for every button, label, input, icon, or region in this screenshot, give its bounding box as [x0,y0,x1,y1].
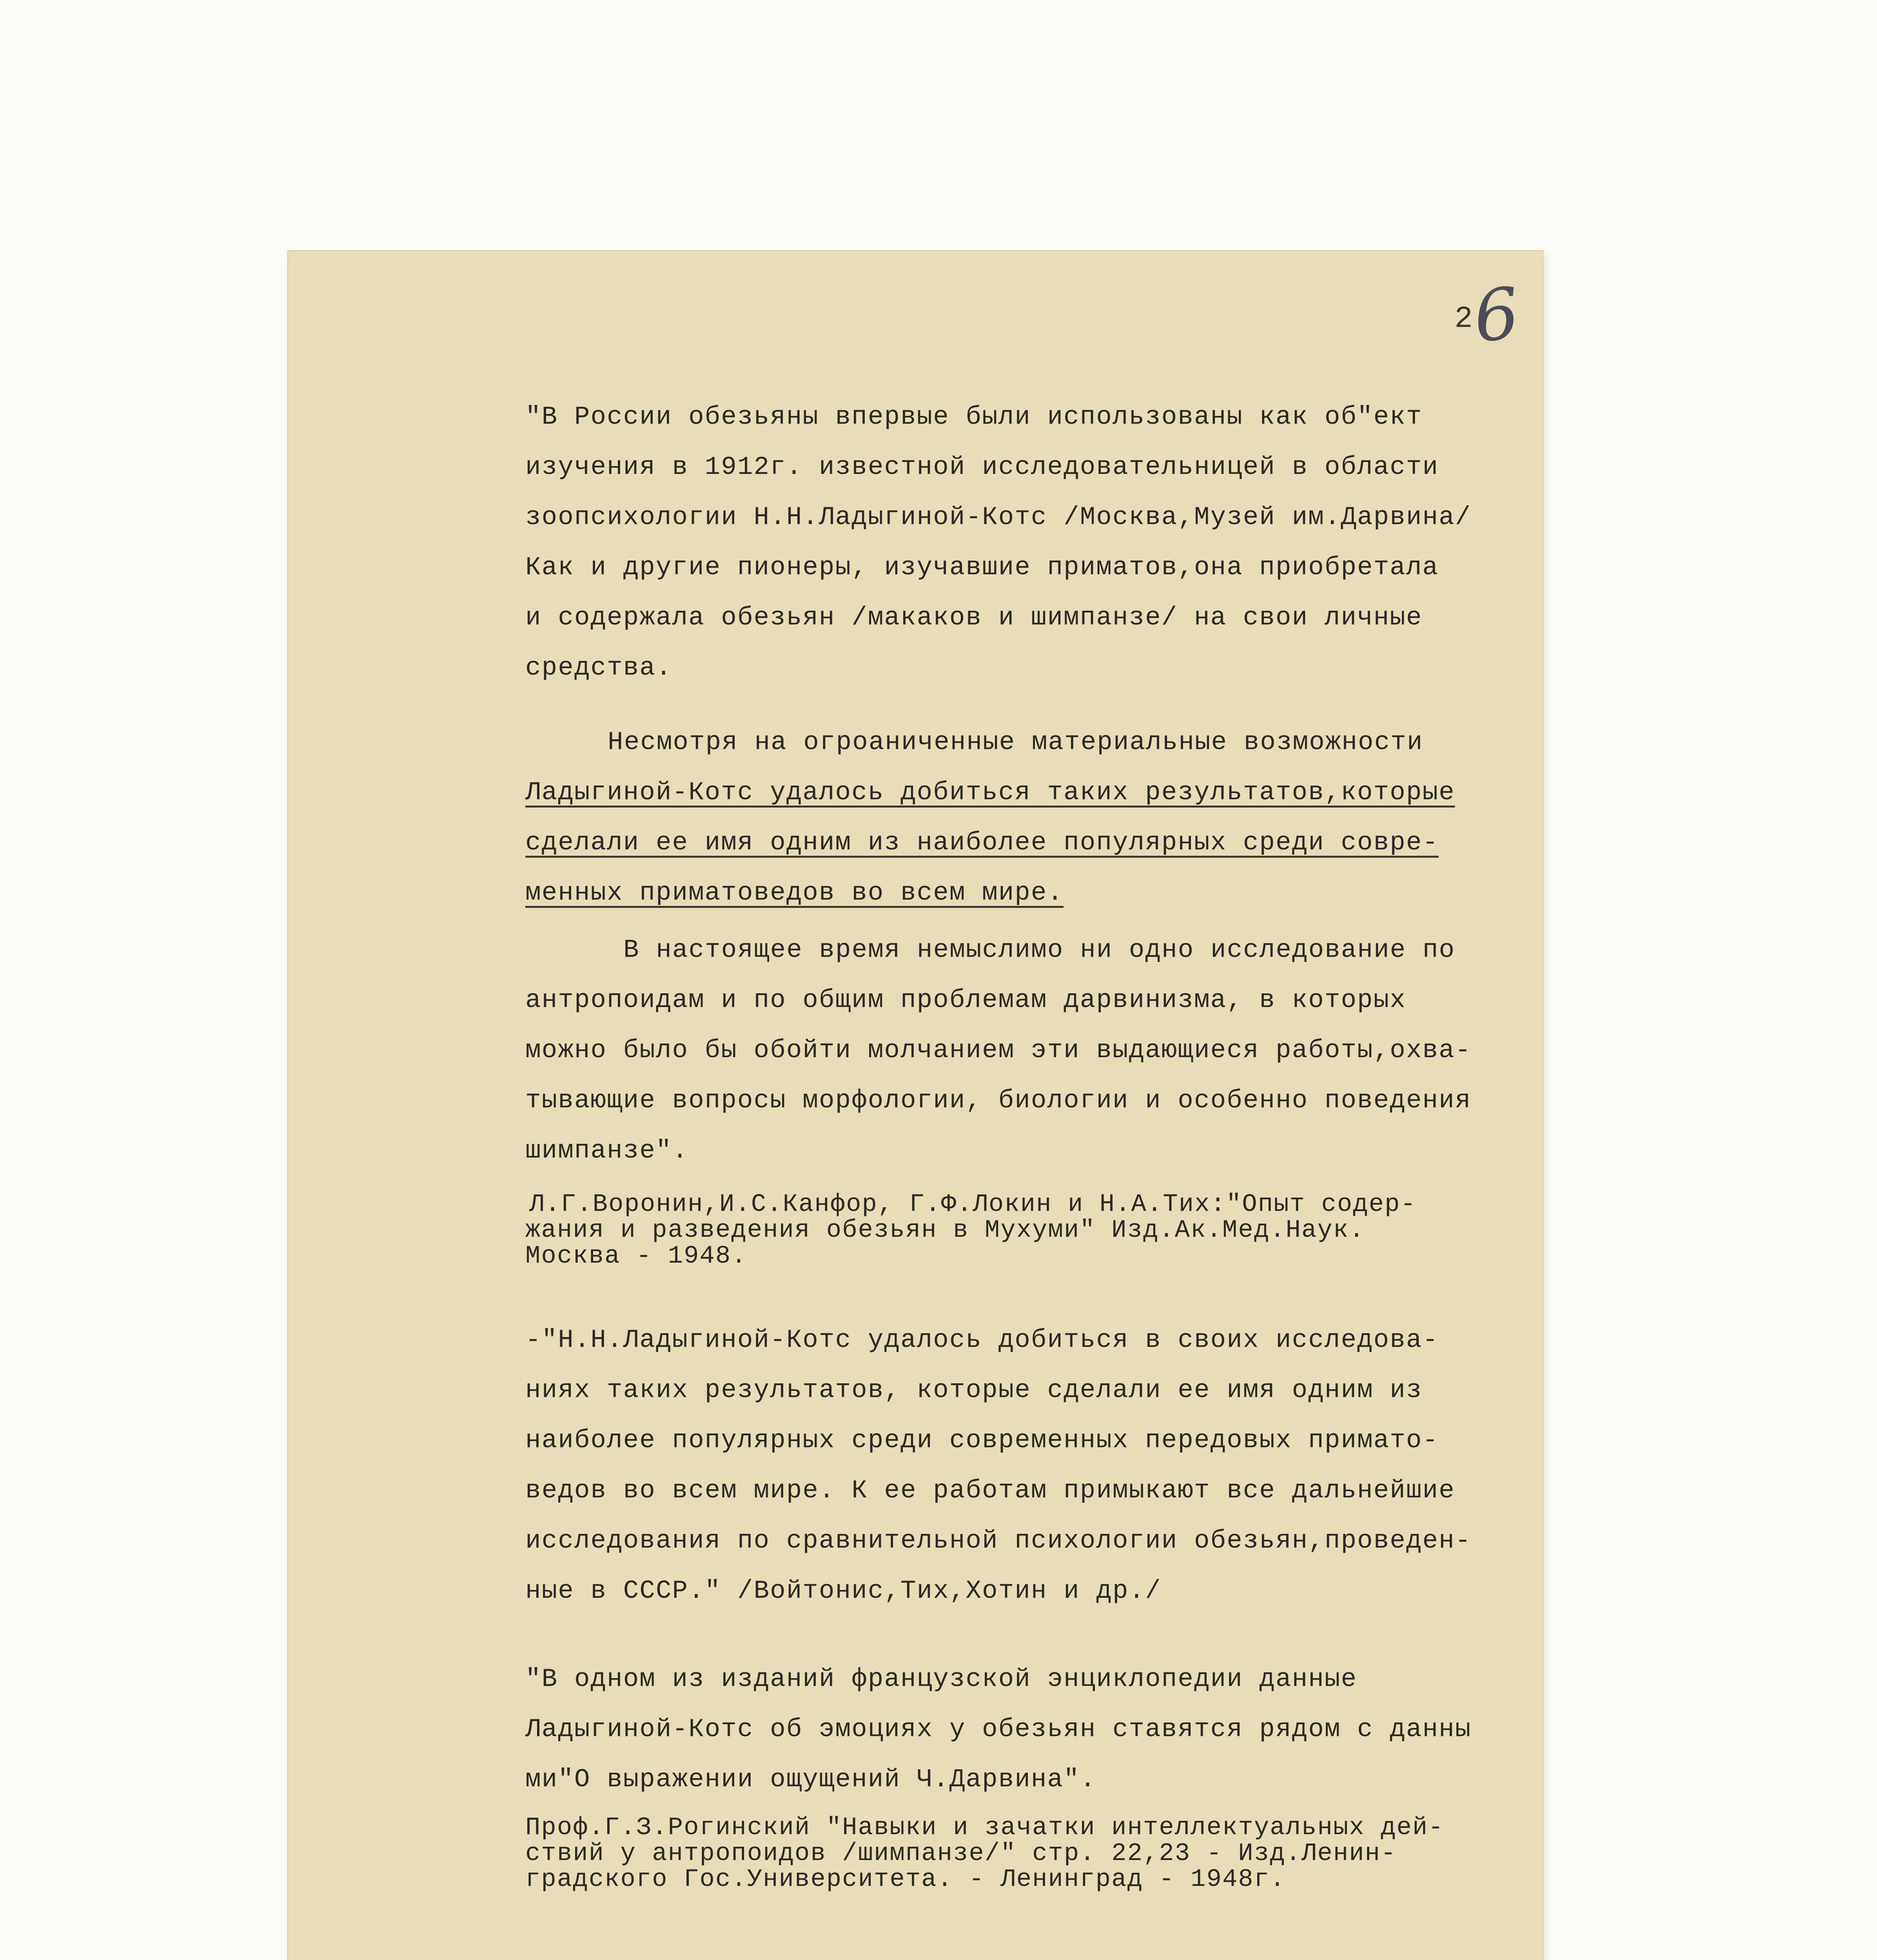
citation-line: жания и разведения обезьян в Мухуми" Изд.Ак.Мед.Наук. [525,1216,1365,1245]
paragraph-line: "В одном из изданий французской энциклопедии данные [525,1664,1357,1694]
paragraph-line: "В России обезьяны впервые были использованы как об"ект [525,402,1423,432]
citation-line: Проф.Г.З.Рогинский "Навыки и зачатки интеллектуальных дей- [525,1814,1444,1842]
paragraph-line: Как и другие пионеры, изучавшие приматов,она приобретала [525,553,1439,582]
paragraph-1 [525,392,1529,693]
paragraph-5 [525,1654,1529,1805]
citation-2 [525,1815,1529,1893]
paragraph-line: изучения в 1912г. известной исследовательницей в области [525,452,1439,482]
underlined-line: Ладыгиной-Котс удалось добиться таких результатов,которые [525,778,1455,807]
paragraph-3 [525,925,1529,1176]
citation-1 [525,1192,1529,1269]
paragraph-line: Несмотря на огроаниченные материальные возможности [608,728,1423,757]
paragraph-line: зоопсихологии Н.Н.Ладыгиной-Котс /Москва,Музей им.Дарвина/ [525,503,1472,532]
paragraph-line: ные в СССР." /Войтонис,Тих,Хотин и др./ [525,1576,1162,1606]
paragraph-line: -"Н.Н.Ладыгиной-Котс удалось добиться в своих исследова- [525,1325,1439,1355]
citation-line: ствий у антропоидов /шимпанзе/" стр. 22,23 - Изд.Ленин- [525,1840,1397,1868]
paragraph-2 [525,717,1529,918]
page-number-handwritten: 6 [1470,272,1523,359]
paragraph-line: средства. [525,653,672,682]
citation-line: Москва - 1948. [525,1242,747,1270]
paragraph-line: можно было бы обойти молчанием эти выдающиеся работы,охва- [525,1036,1472,1065]
underlined-line: менных приматоведов во всем мире. [525,878,1064,907]
underlined-line: сделали ее имя одним из наиболее популярных среди совре- [525,828,1439,857]
paragraph-line: и содержала обезьян /макаков и шимпанзе/ на свои личные [525,603,1423,632]
paragraph-line: Ладыгиной-Котс об эмоциях у обезьян ставятся рядом с данны [525,1715,1472,1744]
paragraph-line: тывающие вопросы морфологии, биологии и особенно поведения [525,1086,1472,1115]
paragraph-line: шимпанзе". [525,1136,689,1165]
paragraph-line: исследования по сравнительной психологии обезьян,проведен- [525,1526,1472,1555]
paragraph-4 [525,1315,1529,1616]
paragraph-line: В настоящее время немыслимо ни одно исследование по [623,935,1455,965]
paragraph-line: антропоидам и по общим проблемам дарвинизма, в которых [525,985,1406,1015]
paragraph-line: наиболее популярных среди современных передовых примато- [525,1426,1439,1455]
citation-line: градского Гос.Университета. - Ленинград - 1948г. [525,1866,1286,1894]
page-number-typed: 2 [1454,302,1473,336]
paragraph-line: ниях таких результатов, которые сделали ее имя одним из [525,1376,1423,1405]
paragraph-line: ведов во всем мире. К ее работам примыкают все дальнейшие [525,1476,1455,1505]
citation-line: Л.Г.Воронин,И.С.Канфор, Г.Ф.Локин и Н.А.Тих:"Опыт содер- [529,1191,1416,1219]
paragraph-line: ми"О выражении ощущений Ч.Дарвина". [525,1765,1096,1794]
